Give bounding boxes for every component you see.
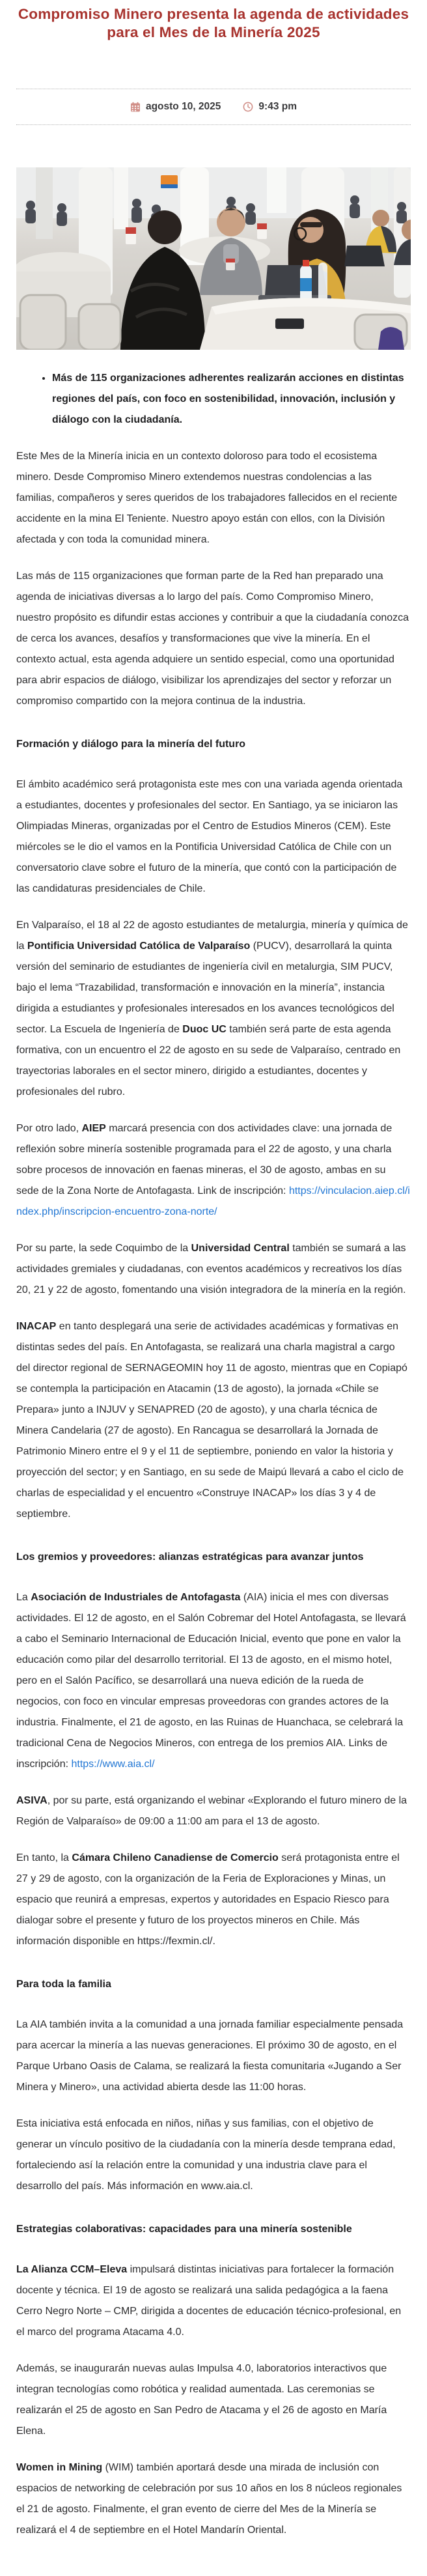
paragraph <box>16 915 411 1103</box>
paragraph <box>16 2114 411 2197</box>
bold-text: Duoc UC <box>182 1024 227 1035</box>
text-run: (WIM) también aportará desde una mirada de inclusión con espacios de networking de celebración por sus 10 años en los 8 núcleos regionales el 21 de agosto. Finalmente, el gran evento de cierre del Mes de la Minería se realizará el 4 de septiembre en el Hotel Mandarín Oriental. <box>16 2462 402 2536</box>
text-run: será protagonista entre el 27 y 29 de agosto, con la organización de la Feria de Exploraciones y Minas, un espacio que reunirá a empresas, expertos y autoridades en Espacio Riesco para dialogar sobre el presente y futuro de los proyectos mineros en Chile. Más información disponible en https://fexmin.cl/. <box>16 1852 400 1947</box>
bold-text: Pontificia Universidad Católica de Valparaíso <box>27 941 251 952</box>
bold-text: Asociación de Industriales de Antofagasta <box>31 1592 241 1603</box>
text-run: (AIA) inicia el mes con diversas actividades. El 12 de agosto, en el Salón Cobremar del Hotel Antofagasta, se llevará a cabo el Seminario Internacional de Educación Inicial, evento que pone en valor la educación como pilar del desarrollo territorial. El 13 de agosto, en el mismo hotel, pero en el Salón Pacífico, se desarrollará una nueva edición de la rueda de negocios, con foco en vincular empresas proveedoras con grandes actores de la industria. Finalmente, el 21 de agosto, en las Ruinas de Huanchaca, se celebrará la tradicional Cena de Negocios Mineros, con entrega de los premios AIA. Links de inscripción: <box>16 1592 406 1770</box>
text-run: La <box>16 1592 31 1603</box>
paragraph <box>16 1790 411 1832</box>
text-run: En tanto, la <box>16 1852 72 1863</box>
text-run: también será parte de esta agenda formativa, con un encuentro el 22 de agosto en su sede de Valparaíso, centrado en trayectorias laborales en el sector minero, dirigido a estudiantes, docentes y profesionales del rubro. <box>16 1024 401 1097</box>
article-page <box>0 5 427 2541</box>
text-run: Estrategias colaborativas: capacidades para una minería sostenible <box>16 2224 352 2235</box>
post-date <box>130 101 221 113</box>
paragraph <box>16 446 411 550</box>
bold-text: Cámara Chileno Canadiense de Comercio <box>72 1852 279 1863</box>
article-photo <box>16 167 411 350</box>
paragraph <box>16 2358 411 2442</box>
inline-link[interactable]: https://www.aia.cl/ <box>71 1759 155 1770</box>
post-time <box>243 101 297 113</box>
paragraph <box>16 2457 411 2541</box>
paragraph <box>16 2259 411 2343</box>
bold-text: ASIVA <box>16 1795 48 1806</box>
article-body <box>16 368 411 2541</box>
text-run: En Valparaíso, el 18 al 22 de agosto estudiantes de metalurgia, minería y química de la <box>16 920 408 952</box>
text-run: La AIA también invita a la comunidad a una jornada familiar especialmente pensada para acercar la minería a las nuevas generaciones. El próximo 30 de agosto, en el Parque Urbano Oasis de Calama, se realizará la fiesta comunitaria «Jugando a Ser Minera y Minero», una actividad abierta desde las 11:00 horas. <box>16 2019 404 2093</box>
text-run: , por su parte, está organizando el webinar «Explorando el futuro minero de la Región de Valparaíso» de 09:00 a 11:00 am para el 13 de agosto. <box>16 1795 407 1827</box>
paragraph <box>16 1848 411 1952</box>
paragraph <box>16 774 411 899</box>
text-run: Este Mes de la Minería inicia en un contexto doloroso para todo el ecosistema minero. Desde Compromiso Minero extendemos nuestras condolencias a las familias, compañeros y seres queridos de los trabajadores fallecidos en el reciente accidente en la mina El Teniente. Nuestro apoyo están con ellos, con la División afectada y con toda la comunidad minera. <box>16 451 398 545</box>
text-run: El ámbito académico será protagonista este mes con una variada agenda orientada a estudiantes, docentes y profesionales del sector. En Santiago, ya se iniciaron las Olimpiadas Mineras, organizadas por el Centro de Estudios Mineros (CEM). Este miércoles se le dio el vamos en la Pontificia Universidad Católica de Chile con un conversatorio clave sobre el futuro de la minería, que contó con la participación de las candidaturas presidenciales de Chile. <box>16 779 403 894</box>
text-run: Por su parte, la sede Coquimbo de la <box>16 1243 191 1254</box>
lead-bullet-item <box>52 368 411 431</box>
text-run: marcará presencia con dos actividades clave: una jornada de reflexión sobre minería sostenible programada para el 22 de agosto, y una charla sobre procesos de innovación en faenas mineras, el 30 de agosto, ambas en su sede de la Zona Norte de Antofagasta. Link de inscripción: <box>16 1123 393 1196</box>
inline-link[interactable]: https://vinculacion.aiep.cl/index.php/inscripcion-encuentro-zona-norte/ <box>16 1185 410 1217</box>
bold-text: Women in Mining <box>16 2462 103 2473</box>
calendar-icon <box>130 102 141 112</box>
bold-text: La Alianza CCM–Eleva <box>16 2264 128 2275</box>
paragraph <box>16 1118 411 1223</box>
text-run: Los gremios y proveedores: alianzas estratégicas para avanzar juntos <box>16 1551 364 1563</box>
section-heading <box>16 734 411 755</box>
lead-bullet-list <box>16 368 411 431</box>
bold-text: Universidad Central <box>191 1243 290 1254</box>
post-time-label: 9:43 pm <box>258 101 297 112</box>
paragraph <box>16 566 411 712</box>
text-run: Por otro lado, <box>16 1123 82 1134</box>
text-run: Las más de 115 organizaciones que forman parte de la Red han preparado una agenda de iniciativas diversas a lo largo del país. Como Compromiso Minero, nuestro propósito es difundir estas acciones y contribuir a que la ciudadanía conozca de cerca los avances, desafíos y transformaciones que vive la minería. En el contexto actual, esta agenda adquiere un sentido especial, como una oportunidad para abrir espacios de diálogo, visibilizar los aprendizajes del sector y reforzar un compromiso compartido con la mejora continua de la industria. <box>16 571 409 707</box>
post-meta-bar <box>16 89 411 125</box>
text-run: Además, se inaugurarán nuevas aulas Impulsa 4.0, laboratorios interactivos que integran tecnologías como robótica y realidad aumentada. Las ceremonias se realizarán el 25 de agosto en San Pedro de Atacama y el 26 de agosto en María Elena. <box>16 2363 387 2437</box>
section-heading <box>16 1547 411 1568</box>
text-run: Formación y diálogo para la minería del futuro <box>16 739 246 750</box>
text-run: Para toda la familia <box>16 1979 111 1990</box>
clock-icon <box>243 102 253 112</box>
text-run: en tanto desplegará una serie de actividades académicas y formativas en distintas sedes del país. En Antofagasta, se realizará una charla magistral a cargo del director regional de SERNAGEOMIN hoy 11 de agosto, mientras que en Copiapó se contempla la participación en Atacamin (13 de agosto), la jornada «Chile se Prepara» junto a INJUV y SENAPRED (20 de agosto), y una charla técnica de Minera Candelaria (27 de agosto). En Rancagua se desarrollará la Jornada de Patrimonio Minero entre el 9 y el 11 de septiembre, poniendo en valor la historia y proyección del sector; y en Santiago, en su sede de Maipú llevará a cabo el ciclo de charlas de especialidad y el encuentro «Construye INACAP» los días 3 y 4 de septiembre. <box>16 1321 407 1520</box>
text-run: Esta iniciativa está enfocada en niños, niñas y sus familias, con el objetivo de generar un vínculo positivo de la ciudadanía con la minería desde temprana edad, fortaleciendo así la relación entre la comunidad y una industria clave para el desarrollo del país. Más información en www.aia.cl. <box>16 2118 396 2192</box>
section-heading <box>16 1974 411 1995</box>
section-heading <box>16 2219 411 2240</box>
paragraph <box>16 2015 411 2098</box>
text-run: también se sumará a las actividades gremiales y ciudadanas, con eventos académicos y recreativos los días 20, 21 y 22 de agosto, fomentando una visión integradora de la minería en la región. <box>16 1243 406 1295</box>
bold-text: AIEP <box>81 1123 106 1134</box>
networking-event-photo <box>16 167 411 350</box>
paragraph <box>16 1316 411 1525</box>
bold-text: Más de 115 organizaciones adherentes realizarán acciones en distintas regiones del país, con foco en sostenibilidad, innovación, inclusión y diálogo con la ciudadanía. <box>52 373 404 425</box>
text-run: (PUCV), desarrollará la quinta versión del seminario de estudiantes de ingeniería civil en metalurgia, SIM PUCV, bajo el lema “Trazabilidad, transformación e innovación en la minería”, instancia dirigida a estudiantes y profesionales interesados en los avances tecnológicos del sector. La Escuela de Ingeniería de <box>16 941 394 1035</box>
post-date-label: agosto 10, 2025 <box>145 101 221 112</box>
bold-text: INACAP <box>16 1321 57 1332</box>
paragraph <box>16 1238 411 1301</box>
paragraph <box>16 1587 411 1775</box>
text-run: impulsará distintas iniciativas para fortalecer la formación docente y técnica. El 19 de agosto se realizará una salida pedagógica a la faena Cerro Negro Norte – CMP, dirigida a docentes de educación técnico-profesional, en el marco del programa Atacama 4.0. <box>16 2264 402 2338</box>
page-title: Compromiso Minero presenta la agenda de actividades para el Mes de la Minería 2025 <box>18 6 409 40</box>
